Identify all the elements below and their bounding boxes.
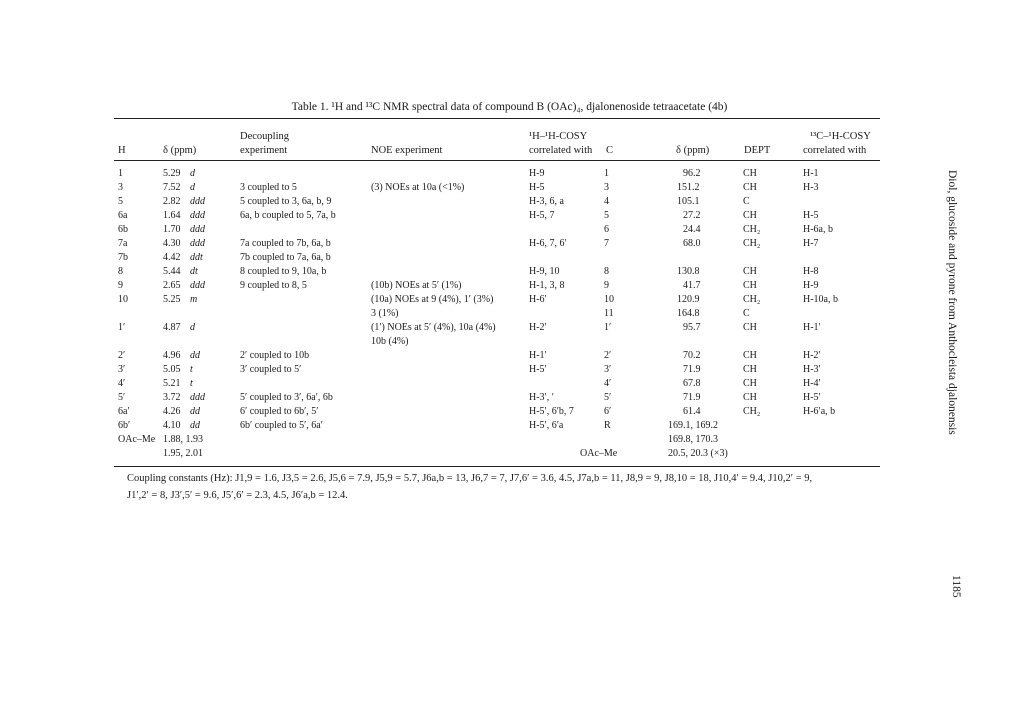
cell-h: 8: [118, 266, 123, 277]
cell-c-delta: 151.2: [677, 182, 700, 193]
cell-h: 5: [118, 196, 123, 207]
cell-c: 1: [604, 168, 609, 179]
cell-hh-cosy: H-1, 3, 8: [529, 280, 565, 291]
cell-c: 4′: [604, 378, 612, 389]
cell-ch-cosy: H-6′a, b: [803, 406, 836, 417]
cell-h: OAc–Me: [118, 434, 156, 445]
cell-c: 6′: [604, 406, 612, 417]
cell-c-delta: 41.7: [683, 280, 701, 291]
cell-ch-cosy: H-5′: [803, 392, 821, 403]
cell-decoupling: 7a coupled to 7b, 6a, b: [240, 238, 331, 249]
cell-dept: CH₂: [743, 224, 761, 235]
header-c: C: [606, 145, 614, 156]
cell-h-delta: 1.95, 2.01: [163, 448, 203, 459]
cell-h: 3: [118, 182, 123, 193]
cell-dept: CH: [743, 378, 757, 389]
cell-multiplicity: m: [190, 294, 198, 305]
cell-dept: CH: [743, 364, 757, 375]
cell-hh-cosy: H-5: [529, 182, 545, 193]
cell-h-delta: 1.64: [163, 210, 181, 221]
cell-hh-cosy: H-9: [529, 168, 545, 179]
cell-decoupling: 6a, b coupled to 5, 7a, b: [240, 210, 336, 221]
cell-h-delta: 4.26: [163, 406, 181, 417]
cell-c: 10: [604, 294, 614, 305]
cell-h-delta: 5.25: [163, 294, 181, 305]
cell-h-delta: 5.05: [163, 364, 181, 375]
header-hcosy-2: correlated with: [803, 145, 867, 156]
cell-c: 2′: [604, 350, 612, 361]
cell-c-delta: 120.9: [677, 294, 700, 305]
cell-h-delta: 4.87: [163, 322, 181, 333]
cell-h: 7b: [118, 252, 128, 263]
cell-decoupling: 3 coupled to 5: [240, 182, 297, 193]
table-caption: Table 1. ¹H and ¹³C NMR spectral data of compound B (OAc)₄, djalonenoside tetraacetate (4b): [291, 101, 728, 113]
cell-hh-cosy: H-1′: [529, 350, 547, 361]
cell-c: R: [604, 420, 611, 431]
header-noe: NOE experiment: [371, 145, 443, 156]
cell-c: 7: [604, 238, 609, 249]
cell-ch-cosy: H-6a, b: [803, 224, 833, 235]
cell-h: 6a: [118, 210, 128, 221]
cell-h-delta: 1.70: [163, 224, 181, 235]
cell-hh-cosy: H-5′, 6′b, 7: [529, 406, 574, 417]
cell-multiplicity: ddd: [190, 210, 205, 221]
cell-dept: C: [743, 308, 750, 319]
cell-h-delta: 5.21: [163, 378, 181, 389]
cell-decoupling: 6b′ coupled to 5′, 6a′: [240, 420, 323, 431]
cell-multiplicity: dd: [190, 420, 200, 431]
cell-dept: CH: [743, 210, 757, 221]
cell-hh-cosy: H-5, 7: [529, 210, 555, 221]
header-decoupling-1: Decoupling: [240, 131, 289, 142]
cell-hh-cosy: H-3′, ′: [529, 392, 554, 403]
cell-dept: CH₂: [743, 406, 761, 417]
cell-h-delta: 5.44: [163, 266, 181, 277]
cell-c-delta: 27.2: [683, 210, 701, 221]
cell-ch-cosy: H-2′: [803, 350, 821, 361]
cell-noe: 3 (1%): [371, 308, 399, 319]
cell-multiplicity: ddd: [190, 224, 205, 235]
cell-hh-cosy: H-6′: [529, 294, 547, 305]
cell-c-delta: 105.1: [677, 196, 700, 207]
cell-multiplicity: ddt: [190, 252, 203, 263]
footnote-line-1: Coupling constants (Hz): J1,9 = 1.6, J3,5 = 2.6, J5,6 = 7.9, J5,9 = 5.7, J6a,b = 13, J6,7 = 7, J7,6′ = 3.6, 4.5, J7a,b = 11, J8,9 = 9, J8,10 = 18, J10,4′ = 9.4, J10,2′ = 9,: [127, 473, 813, 484]
cell-ch-cosy: H-5: [803, 210, 819, 221]
cell-c: 9: [604, 280, 609, 291]
cell-c: 4: [604, 196, 609, 207]
cell-c-delta: 95.7: [683, 322, 701, 333]
cell-c-delta: 71.9: [683, 364, 701, 375]
cell-c-delta: 164.8: [677, 308, 700, 319]
header-cosy-2: correlated with: [529, 145, 593, 156]
table-header-rule: [114, 160, 880, 161]
cell-h: 4′: [118, 378, 126, 389]
cell-ch-cosy: H-7: [803, 238, 819, 249]
cell-dept: CH: [743, 182, 757, 193]
cell-h: 1′: [118, 322, 126, 333]
cell-multiplicity: dd: [190, 350, 200, 361]
cell-hh-cosy: H-3, 6, a: [529, 196, 564, 207]
footnote-line-2: J1′,2′ = 8, J3′,5′ = 9.6, J5′,6′ = 2.3, 4.5, J6′a,b = 12.4.: [127, 490, 348, 501]
cell-dept: CH: [743, 322, 757, 333]
cell-c-delta: 71.9: [683, 392, 701, 403]
cell-multiplicity: ddd: [190, 238, 205, 249]
cell-h-delta: 7.52: [163, 182, 181, 193]
cell-h-delta: 4.42: [163, 252, 181, 263]
header-h: H: [118, 145, 126, 156]
cell-multiplicity: ddd: [190, 392, 205, 403]
cell-dept: C: [743, 196, 750, 207]
cell-noe: 10b (4%): [371, 336, 409, 347]
cell-c-delta: 20.5, 20.3 (×3): [668, 448, 728, 459]
cell-multiplicity: t: [190, 364, 193, 375]
cell-dept: CH: [743, 266, 757, 277]
cell-c-delta: 68.0: [683, 238, 701, 249]
cell-h: 6b′: [118, 420, 131, 431]
cell-hh-cosy: H-9, 10: [529, 266, 560, 277]
cell-h: 9: [118, 280, 123, 291]
header-delta: δ (ppm): [163, 145, 197, 156]
cell-dept: CH₂: [743, 238, 761, 249]
cell-c-delta: 130.8: [677, 266, 700, 277]
cell-c: 1′: [604, 322, 612, 333]
cell-c: 3: [604, 182, 609, 193]
cell-noe: (3) NOEs at 10a (<1%): [371, 182, 465, 193]
cell-c-delta: 61.4: [683, 406, 701, 417]
cell-multiplicity: ddd: [190, 280, 205, 291]
cell-h: 5′: [118, 392, 126, 403]
cell-dept: CH: [743, 280, 757, 291]
cell-dept: CH₂: [743, 294, 761, 305]
header-decoupling-2: experiment: [240, 145, 288, 156]
cell-dept: CH: [743, 168, 757, 179]
cell-decoupling: 8 coupled to 9, 10a, b: [240, 266, 327, 277]
header-c-delta: δ (ppm): [676, 145, 710, 156]
cell-dept: CH: [743, 392, 757, 403]
cell-hh-cosy: H-5′: [529, 364, 547, 375]
cell-noe: (10b) NOEs at 5′ (1%): [371, 280, 462, 291]
cell-decoupling: 7b coupled to 7a, 6a, b: [240, 252, 331, 263]
cell-ch-cosy: H-1: [803, 168, 819, 179]
cell-c-delta: 96.2: [683, 168, 701, 179]
cell-h: 1: [118, 168, 123, 179]
cell-ch-cosy: H-1′: [803, 322, 821, 333]
cell-decoupling: 6′ coupled to 6b′, 5′: [240, 406, 319, 417]
cell-decoupling: 9 coupled to 8, 5: [240, 280, 307, 291]
cell-ch-cosy: H-9: [803, 280, 819, 291]
header-dept: DEPT: [744, 145, 771, 156]
cell-multiplicity: d: [190, 168, 195, 179]
cell-h-delta: 3.72: [163, 392, 181, 403]
cell-decoupling: 5 coupled to 3, 6a, b, 9: [240, 196, 332, 207]
cell-h: 10: [118, 294, 128, 305]
cell-multiplicity: ddd: [190, 196, 205, 207]
cell-c-delta: 24.4: [683, 224, 701, 235]
cell-c: 5: [604, 210, 609, 221]
cell-noe: (1′) NOEs at 5′ (4%), 10a (4%): [371, 322, 496, 333]
cell-h-delta: 1.88, 1.93: [163, 434, 203, 445]
cell-ch-cosy: H-3′: [803, 364, 821, 375]
cell-hh-cosy: H-5′, 6′a: [529, 420, 564, 431]
cell-noe: (10a) NOEs at 9 (4%), 1′ (3%): [371, 294, 494, 305]
coupling-constants-footnote: [127, 470, 897, 504]
cell-c-delta: 169.1, 169.2: [668, 420, 718, 431]
cell-ch-cosy: H-8: [803, 266, 819, 277]
cell-c-delta: 70.2: [683, 350, 701, 361]
cell-c: 3′: [604, 364, 612, 375]
cell-h-delta: 4.10: [163, 420, 181, 431]
page-number: 1185: [950, 575, 962, 598]
cell-decoupling: 5′ coupled to 3′, 6a′, 6b: [240, 392, 333, 403]
table-top-rule: [114, 118, 880, 119]
cell-c-delta: 169.8, 170.3: [668, 434, 718, 445]
cell-decoupling: 2′ coupled to 10b: [240, 350, 310, 361]
header-hcosy-1: ¹³C–¹H-COSY: [810, 131, 871, 142]
cell-h: 7a: [118, 238, 128, 249]
cell-c: 5′: [604, 392, 612, 403]
cell-multiplicity: dt: [190, 266, 198, 277]
cell-h-delta: 4.96: [163, 350, 181, 361]
cell-c: 11: [604, 308, 614, 319]
cell-h-delta: 5.29: [163, 168, 181, 179]
cell-h: 3′: [118, 364, 126, 375]
cell-h-delta: 4.30: [163, 238, 181, 249]
cell-c: 8: [604, 266, 609, 277]
cell-c-delta: 67.8: [683, 378, 701, 389]
cell-multiplicity: d: [190, 322, 195, 333]
cell-ch-cosy: H-10a, b: [803, 294, 838, 305]
cell-ch-cosy: H-4′: [803, 378, 821, 389]
cell-h: 6b: [118, 224, 128, 235]
cell-h-delta: 2.65: [163, 280, 181, 291]
cell-ch-cosy: H-3: [803, 182, 819, 193]
header-cosy-1: ¹H–¹H-COSY: [529, 131, 588, 142]
cell-h: 6a′: [118, 406, 130, 417]
cell-h: 2′: [118, 350, 126, 361]
cell-multiplicity: d: [190, 182, 195, 193]
cell-multiplicity: t: [190, 378, 193, 389]
cell-c: OAc–Me: [580, 448, 618, 459]
table-bottom-rule: [114, 466, 880, 467]
cell-c: 6: [604, 224, 609, 235]
cell-hh-cosy: H-6, 7, 6′: [529, 238, 567, 249]
cell-multiplicity: dd: [190, 406, 200, 417]
cell-decoupling: 3′ coupled to 5′: [240, 364, 302, 375]
running-head: Diol, glucoside and pyrone from Anthocleista djalonensis: [946, 170, 958, 435]
cell-h-delta: 2.82: [163, 196, 181, 207]
cell-hh-cosy: H-2′: [529, 322, 547, 333]
cell-dept: CH: [743, 350, 757, 361]
